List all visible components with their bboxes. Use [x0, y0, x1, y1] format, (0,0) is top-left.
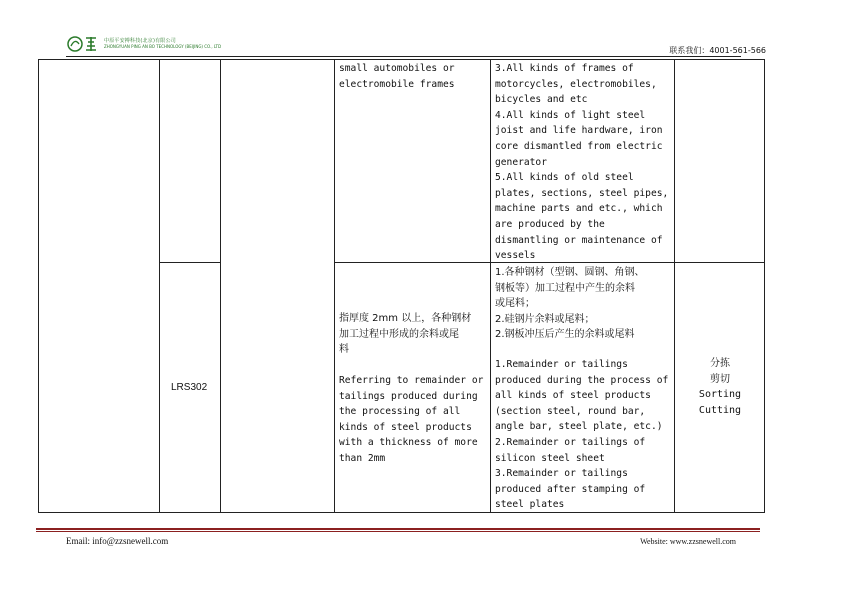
row2-sources-zh: 1.各种钢材（型钢、圆钢、角钢、 钢板等）加工过程中产生的余料 或尾料； 2.硅钢片余料或尾料； 2.钢板冲压后产生的余料或尾料 — [495, 267, 645, 341]
column-divider — [490, 59, 491, 513]
row2-description-en: Referring to remainder or tailings produced during the processing of all kinds of steel products with a thickness of more than 2mm — [339, 375, 484, 464]
footer-divider — [36, 528, 760, 530]
row-divider — [159, 262, 220, 263]
row2-code: LRS302 — [171, 382, 208, 393]
logo-name-english: ZHONGYUAN PING AN BO TECHNOLOGY (BEIJING) CO., LTD — [104, 44, 222, 49]
contact-phone: 联系我们：4001-561-566 — [669, 46, 766, 55]
row2-description-zh: 指厚度 2mm 以上，各种钢材 加工过程中形成的余料或尾 料 — [339, 313, 472, 356]
column-divider — [674, 59, 675, 513]
logo-name-chinese: 中原平安搏科技(北京)有限公司 — [104, 38, 176, 44]
footer-website: Website: www.zzsnewell.com — [640, 537, 736, 546]
company-logo — [66, 35, 226, 55]
column-divider — [220, 59, 221, 513]
logo-emblem-icon — [66, 35, 102, 53]
scrap-category-table — [38, 59, 765, 513]
column-divider — [334, 59, 335, 513]
footer-email: Email: info@zzsnewell.com — [66, 536, 169, 546]
row1-sources: 3.All kinds of frames of motorcycles, electromobiles, bicycles and etc 4.All kinds of light steel joist and life hardware, iron core dismantled from electric generator 5.All kinds of old steel plates, sections, steel pipes, machine parts and etc., which are produced by the dismantling or maintenance of vessels — [495, 63, 669, 262]
header-divider — [66, 56, 741, 57]
column-divider — [159, 59, 160, 513]
row2-operation: 分拣 剪切 Sorting Cutting — [698, 358, 742, 416]
row2-sources-en: 1.Remainder or tailings produced during the process of all kinds of steel products (section steel, round bar, angle bar, steel plate, etc.) 2.Remainder or tailings of silicon steel sheet 3.Remainder or tailings produced after stamping of steel plates — [495, 359, 669, 511]
row1-description-en: small automobiles or electromobile frames — [339, 63, 455, 90]
footer-divider-thin — [36, 531, 760, 532]
